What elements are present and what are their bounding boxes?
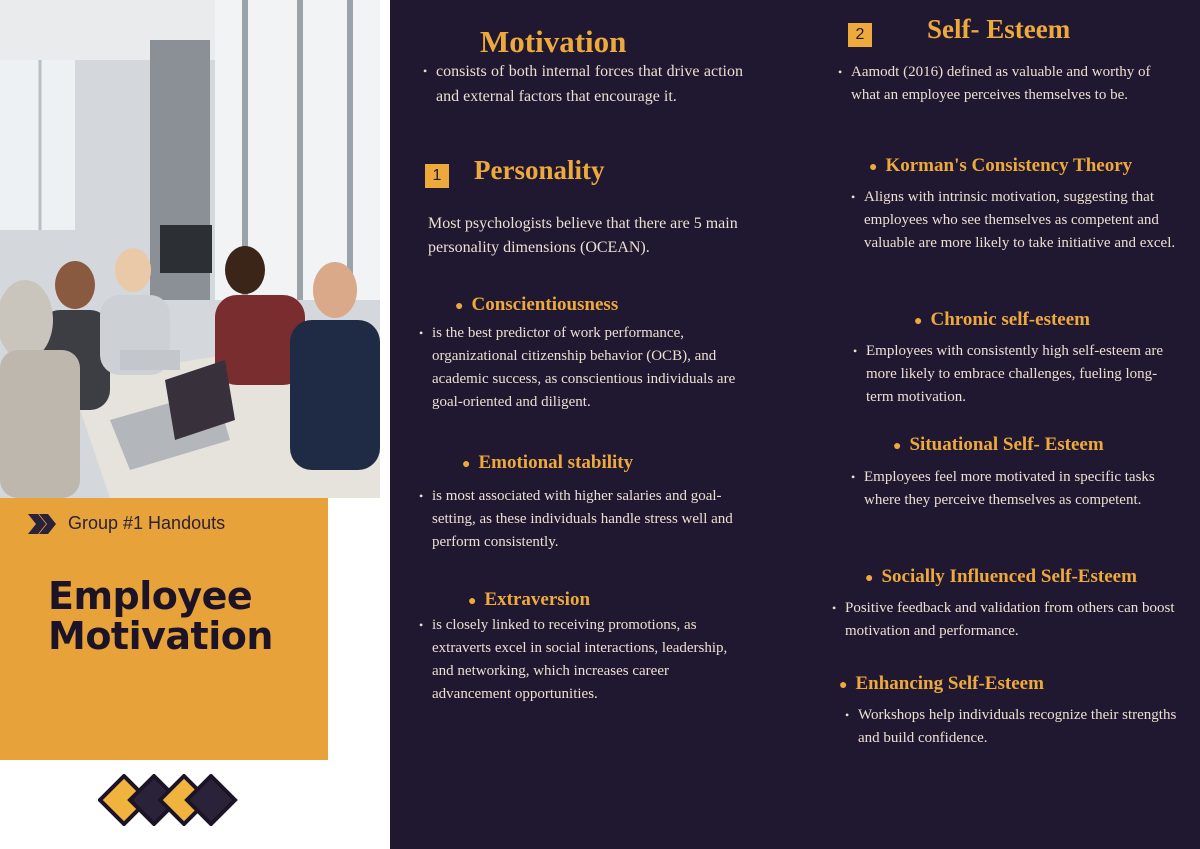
- conscientiousness-heading: [455, 294, 618, 316]
- bullet-dot: ●: [462, 457, 471, 472]
- bullet-dot: ●: [865, 571, 874, 586]
- bullet-dot: ●: [839, 678, 848, 693]
- main-title: [48, 576, 273, 656]
- chronic-self-esteem-label: Chronic self-esteem: [930, 309, 1090, 330]
- personality-intro: Most psychologists believe that there are 5 main personality dimensions (OCEAN).: [428, 215, 738, 256]
- emotional-stability-label: Emotional stability: [478, 452, 634, 473]
- motivation-heading: Motivation: [480, 24, 627, 59]
- conscientiousness-text: • is the best predictor of work performance, organizational citizenship behavior (OCB), and academic success, as conscientious individuals are goal-oriented and diligent.: [432, 322, 752, 414]
- bullet-dot: ●: [914, 314, 923, 329]
- main-title-line-2: Motivation: [48, 614, 273, 658]
- korman-heading: [869, 155, 1132, 177]
- socially-influenced-heading: [865, 566, 1137, 588]
- group-label: Group #1 Handouts: [68, 513, 226, 533]
- emotional-stability-text: • is most associated with higher salaries and goal-setting, as these individuals handle stress well and perform consistently.: [432, 485, 752, 554]
- situational-self-esteem-text: • Employees feel more motivated in specific tasks where they perceive themselves as competent.: [864, 466, 1164, 512]
- korman-text: • Aligns with intrinsic motivation, suggesting that employees who see themselves as competent and valuable are more likely to take initiative and excel.: [864, 186, 1198, 255]
- bullet-dot: ●: [455, 299, 464, 314]
- situational-self-esteem-heading: [893, 434, 1104, 456]
- conscientiousness-label: Conscientiousness: [471, 294, 619, 315]
- motivation-text: • consists of both internal forces that drive action and external factors that encourage it.: [436, 59, 743, 109]
- extraversion-heading: [468, 589, 590, 611]
- socially-influenced-text: • Positive feedback and validation from others can boost motivation and performance.: [845, 597, 1185, 643]
- chronic-self-esteem-text: • Employees with consistently high self-esteem are more likely to embrace challenges, fueling long-term motivation.: [866, 340, 1166, 409]
- korman-label: Korman's Consistency Theory: [885, 155, 1133, 176]
- bullet-dot: ●: [893, 439, 902, 454]
- section-number-1: 1: [425, 164, 449, 188]
- enhancing-self-esteem-text: • Workshops help individuals recognize their strengths and build confidence.: [858, 704, 1178, 750]
- double-chevron-icon: [28, 514, 58, 539]
- enhancing-self-esteem-label: Enhancing Self-Esteem: [855, 673, 1044, 694]
- socially-influenced-label: Socially Influenced Self-Esteem: [881, 566, 1137, 587]
- extraversion-text: • is closely linked to receiving promotions, as extraverts excel in social interactions, leadership, and networking, which increases career advancement opportunities.: [432, 614, 737, 706]
- extraversion-label: Extraversion: [484, 589, 591, 610]
- main-title-line-1: Employee: [48, 574, 253, 618]
- section-number-2: 2: [848, 23, 872, 47]
- situational-self-esteem-label: Situational Self- Esteem: [909, 434, 1104, 455]
- emotional-stability-heading: [462, 452, 633, 474]
- self-esteem-heading: Self- Esteem: [927, 14, 1071, 44]
- diamond-decoration: [98, 774, 238, 831]
- bullet-dot: ●: [468, 594, 477, 609]
- office-meeting-photo: [0, 0, 380, 498]
- self-esteem-intro: • Aamodt (2016) defined as valuable and worthy of what an employee perceives themselves to be.: [851, 61, 1151, 107]
- chronic-self-esteem-heading: [914, 309, 1090, 331]
- enhancing-self-esteem-heading: [839, 673, 1044, 695]
- bullet-dot: ●: [869, 160, 878, 175]
- personality-heading: Personality: [474, 155, 605, 185]
